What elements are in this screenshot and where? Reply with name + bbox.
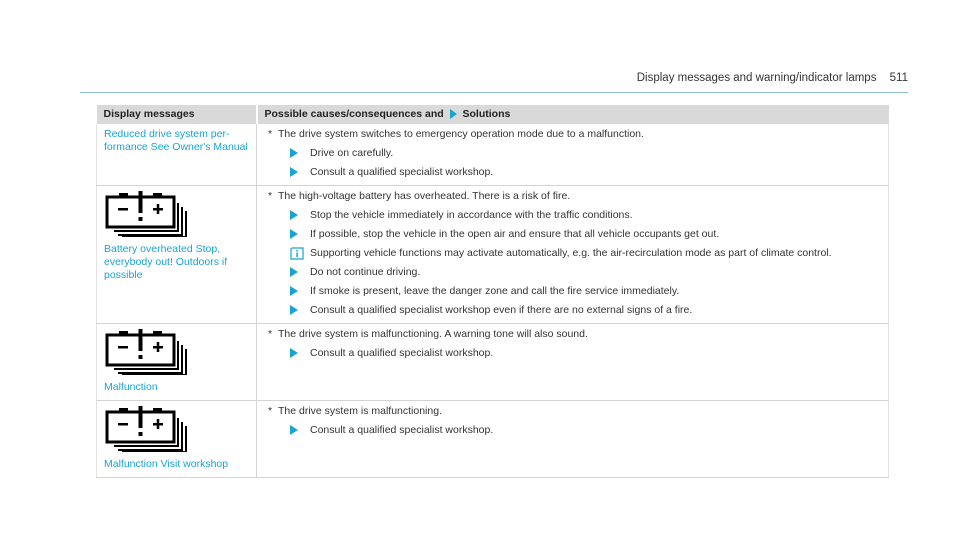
message-text: Malfunction Visit workshop [104,458,229,470]
table-row [97,186,889,324]
message-text: Reduced drive system per-formance See Owner's Manual [104,128,248,153]
table-header-row [97,105,889,124]
action-text: Stop the vehicle immediately in accordance with the traffic conditions. [310,209,633,221]
battery-warning-icon [104,329,190,375]
cause-item [268,190,881,203]
solution-cell [257,124,889,186]
info-note [268,247,881,260]
section-title: Display messages and warning/indicator lamps [636,72,877,84]
cause-text: The drive system is malfunctioning. [278,405,442,417]
action-step [268,209,881,222]
action-step [268,424,881,437]
action-step [268,147,881,160]
action-arrow-icon [290,305,298,315]
action-text: Consult a qualified specialist workshop. [310,424,494,436]
action-arrow-icon [290,167,298,177]
col-display-messages: Display messages [97,105,257,124]
action-step [268,228,881,241]
page-number: 511 [889,72,908,84]
action-text: Consult a qualified specialist workshop. [310,166,494,178]
action-arrow-icon [290,229,298,239]
message-cell [97,401,257,478]
action-step [268,266,881,279]
display-messages-table [96,105,889,478]
table-row [97,401,889,478]
cause-text: The drive system is malfunctioning. A warning tone will also sound. [278,328,588,340]
info-icon [290,247,304,260]
message-text: Battery overheated Stop, everybody out! Outdoors if possible [104,243,228,281]
action-arrow-icon [290,210,298,220]
col-causes-label: Possible causes/consequences and [264,108,444,120]
action-text: Do not continue driving. [310,266,421,278]
action-step [268,285,881,298]
message-cell [97,186,257,324]
header-divider [80,92,908,93]
table-row [97,124,889,186]
cause-item [268,405,881,418]
cause-text: The drive system switches to emergency operation mode due to a malfunction. [278,128,644,140]
action-arrow-icon [290,267,298,277]
cause-item [268,328,881,341]
action-step [268,304,881,317]
message-text: Malfunction [104,381,158,393]
action-arrow-icon [290,425,298,435]
solution-cell [257,186,889,324]
action-text: If possible, stop the vehicle in the open air and ensure that all vehicle occupants get out. [310,228,720,240]
cause-item [268,128,881,141]
solution-cell [257,324,889,401]
action-arrow-icon [290,286,298,296]
battery-warning-icon [104,191,190,237]
note-text: Supporting vehicle functions may activate automatically, e.g. the air-recirculation mode as part of climate control. [310,247,832,259]
action-text: Consult a qualified specialist workshop even if there are no external signs of a fire. [310,304,693,316]
col-causes-solutions [257,105,889,124]
star-marker: * [268,328,273,340]
cause-text: The high-voltage battery has overheated. There is a risk of fire. [278,190,571,202]
action-step [268,166,881,179]
action-text: Consult a qualified specialist workshop. [310,347,494,359]
table-row [97,324,889,401]
star-marker: * [268,190,273,202]
page-header [637,72,908,84]
action-arrow-icon [290,148,298,158]
message-cell [97,124,257,186]
action-step [268,347,881,360]
solution-cell [257,401,889,478]
message-cell [97,324,257,401]
battery-warning-icon [104,406,190,452]
action-text: Drive on carefully. [310,147,394,159]
star-marker: * [268,405,273,417]
action-arrow-icon [290,348,298,358]
star-marker: * [268,128,273,140]
col-solutions-label: Solutions [462,108,511,120]
action-text: If smoke is present, leave the danger zone and call the fire service immediately. [310,285,680,297]
solution-arrow-icon [450,109,457,119]
